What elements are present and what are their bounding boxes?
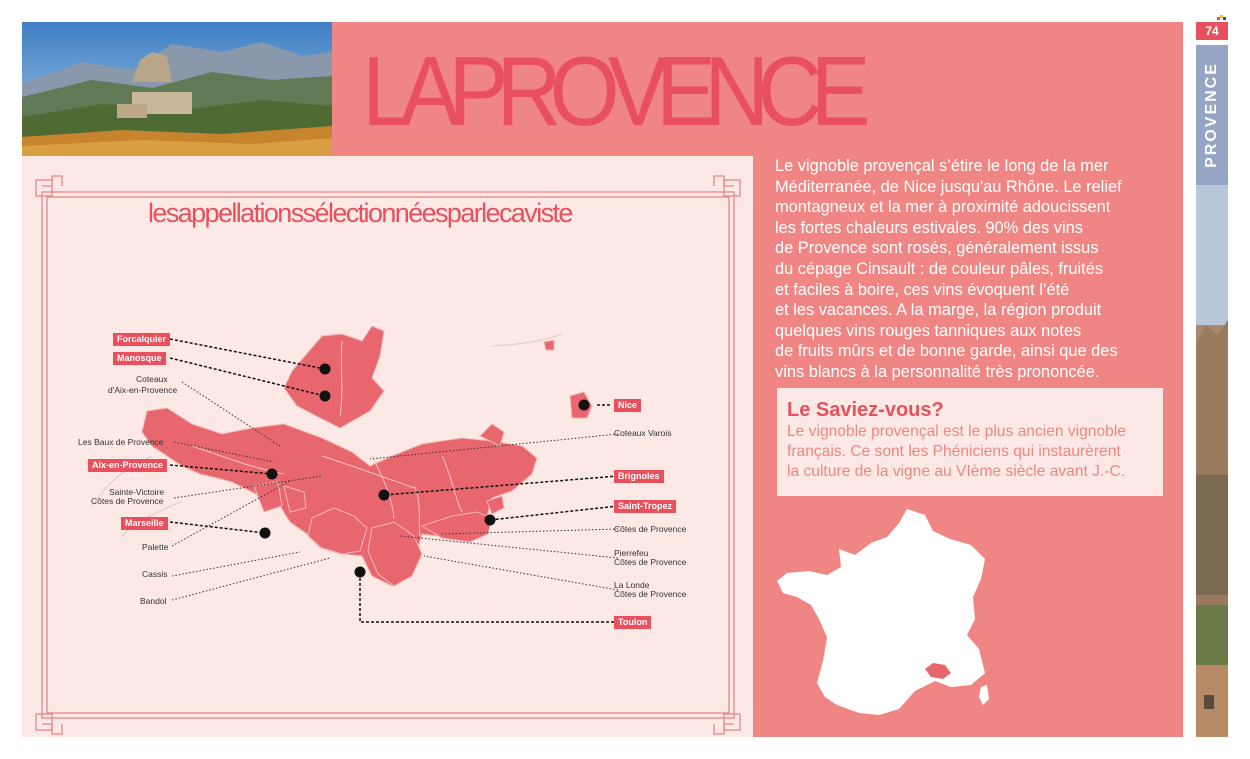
- intro-line: vins blancs à la personnalité très prononcée.: [775, 362, 1100, 381]
- city-label-forcalquier: Forcalquier: [113, 333, 170, 346]
- appellation-coteaux-aix-line1: Coteaux: [136, 374, 168, 384]
- intro-line: Méditerranée, de Nice jusqu'au Rhône. Le relief: [775, 177, 1122, 196]
- landscape-photo: [22, 22, 332, 156]
- intro-line: quelques vins rouges tanniques aux notes: [775, 321, 1082, 340]
- appellation-pierrefeu-line2: Côtes de Provence: [614, 557, 687, 567]
- region-main: [142, 408, 537, 586]
- intro-line: et les vacances. A la marge, la région produit: [775, 301, 1102, 320]
- dot-marseille: [260, 528, 271, 539]
- intro-line: de fruits mûrs et de bonne garde, ainsi que des: [775, 342, 1118, 361]
- intro-line: et faciles à boire, ces vins évoquent l’été: [775, 280, 1070, 299]
- dot-aix: [267, 469, 278, 480]
- did-you-know-line: la culture de la vigne au VIème siècle avant J.-C.: [787, 463, 1126, 480]
- side-label: PROVENCE: [1203, 62, 1220, 168]
- appellation-la-londe-line1: La Londe: [614, 580, 650, 590]
- intro-line: les fortes chaleurs estivales. 90% des vins: [775, 218, 1083, 237]
- appellation-sainte-victoire-line1: Sainte-Victoire: [109, 487, 165, 497]
- appellation-pierrefeu-line1: Pierrefeu: [614, 548, 649, 558]
- city-label-brignoles: Brignoles: [614, 470, 664, 483]
- map-subtitle: lesappellationssélectionnéesparlecaviste: [148, 198, 572, 228]
- intro-line: montagneux et la mer à proximité adoucissent: [775, 198, 1111, 217]
- intro-paragraph: [775, 156, 1175, 383]
- map-panel: [22, 156, 753, 737]
- title-band: [332, 22, 1183, 156]
- side-strip: [1196, 45, 1228, 737]
- region-forcalquier: [284, 326, 384, 428]
- did-you-know-box: [777, 388, 1163, 496]
- intro-line: de Provence sont rosés, généralement issus: [775, 239, 1099, 258]
- dot-manosque: [320, 391, 331, 402]
- city-label-manosque: Manosque: [113, 352, 166, 365]
- intro-line: du cépage Cinsault : de couleur pâles, fruités: [775, 259, 1104, 278]
- france-shape: [777, 509, 985, 715]
- did-you-know-title: Le Saviez-vous?: [787, 399, 944, 421]
- page-number: 74: [1196, 22, 1228, 40]
- color-dots-icon: [1217, 15, 1227, 21]
- intro-line: Le vignoble provençal s’étire le long de la mer: [775, 157, 1109, 175]
- text-panel: [753, 156, 1183, 737]
- appellation-cotes-provence: Côtes de Provence: [614, 524, 687, 534]
- appellation-bandol: Bandol: [140, 596, 167, 606]
- dot-forcalquier: [320, 364, 331, 375]
- dot-brignoles: [379, 490, 390, 501]
- appellation-coteaux-aix-line2: d'Aix-en-Provence: [108, 385, 178, 395]
- corsica-shape: [979, 685, 989, 705]
- appellation-baux: Les Baux de Provence: [78, 437, 164, 447]
- city-label-marseille: Marseille: [121, 517, 168, 530]
- city-label-sainttropez: Saint-Tropez: [614, 500, 676, 513]
- city-label-toulon: Toulon: [614, 616, 651, 629]
- appellation-coteaux-varois: Coteaux Varois: [614, 428, 672, 438]
- city-label-aix: Aix-en-Provence: [88, 459, 167, 472]
- appellation-cassis: Cassis: [142, 569, 168, 579]
- appellation-sainte-victoire-line2: Côtes de Provence: [91, 496, 164, 506]
- appellation-la-londe-line2: Côtes de Provence: [614, 589, 687, 599]
- did-you-know-line: français. Ce sont les Phéniciens qui instaurèrent: [787, 443, 1121, 460]
- dot-toulon: [355, 567, 366, 578]
- city-label-nice: Nice: [614, 399, 641, 412]
- dot-nice: [579, 400, 590, 411]
- france-map: [775, 501, 995, 721]
- did-you-know-line: Le vignoble provençal est le plus ancien vignoble: [787, 423, 1126, 440]
- appellation-palette: Palette: [142, 542, 169, 552]
- page-title: LAPROVENCE: [362, 36, 859, 146]
- dot-sainttropez: [485, 515, 496, 526]
